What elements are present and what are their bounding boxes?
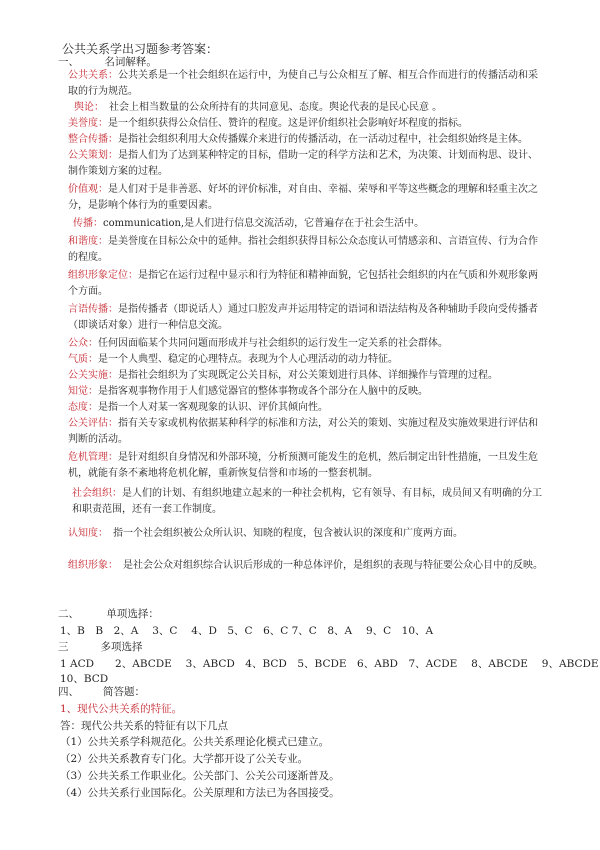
document-title: 公共关系学出习题参考答案： — [62, 42, 219, 56]
definition-text: communication,是人们进行信息交流活动，它普遍存在于社会生活中。 — [103, 218, 425, 229]
definition-text: 公共关系是一个社会组织在运行中，为使自己与公众相互了解、相互合作而进行的传播活动和采取的行为规范。 — [68, 70, 538, 97]
short-answer-point: （1）公共关系学科规范化。公共关系理论化模式已建立。 — [60, 736, 330, 748]
section-2-label: 单项选择： — [106, 608, 159, 620]
definition-social-organization — [72, 486, 546, 518]
definition-text: 是指社会组织利用大众传播媒介来进行的传播活动，在一活动过程中，社会组织始终是主体。 — [118, 134, 528, 145]
section-3-label: 多项选择 — [100, 641, 143, 653]
short-answer-point: （2）公共关系教育专门化。大学都开设了公关专业。 — [60, 753, 309, 765]
definition-term: 认知度： — [68, 528, 103, 539]
definition-integrated-communication — [68, 132, 548, 148]
definition-term: 知觉： — [68, 386, 98, 397]
definition-term: 危机管理： — [68, 452, 118, 463]
section-1-heading — [58, 54, 157, 69]
definition-public-opinion — [74, 100, 544, 116]
definition-term: 价值观： — [68, 184, 108, 195]
short-answer-question: 1、现代公共关系的特征。 — [60, 703, 183, 715]
short-answer-intro: 答：现代公共关系的特征有以下几点 — [60, 720, 228, 732]
definition-text: 指一个社会组织被公众所认识、知晓的程度，包含被认识的深度和广度两方面。 — [113, 528, 463, 539]
definition-temperament — [68, 352, 546, 368]
definition-text: 是一个人典型、稳定的心理特点。表现为个人心理活动的动力特征。 — [98, 354, 398, 365]
short-answer-point: （4）公共关系行业国际化。公关原理和方法已为各国接受。 — [60, 787, 340, 799]
definition-term: 整合传播： — [68, 134, 118, 145]
definition-term: 公关实施： — [68, 370, 118, 381]
definition-attitude — [68, 400, 546, 416]
definition-text: 是指人们为了达到某种特定的目标，借助一定的科学方法和艺术，为决策、计划而构思、设计、制作策划方案的过程。 — [68, 150, 538, 177]
section-4-heading — [58, 684, 145, 699]
definition-text: 是针对组织自身情况和外部环境，分析预测可能发生的危机，然后制定出针性措施，一旦发生危机，就能有条不紊地将危机化解，重新恢复信誉和市场的一整套机制。 — [68, 452, 538, 479]
definition-image-positioning — [68, 268, 546, 300]
definition-pr-implementation — [68, 368, 546, 384]
definition-term: 公共关系： — [68, 70, 118, 81]
definition-text: 是指社会组织为了实现既定公关目标，对公关策划进行具体、详细操作与管理的过程。 — [118, 370, 498, 381]
definition-values — [68, 182, 546, 214]
section-4-label: 简答题： — [103, 686, 145, 698]
definition-communication — [73, 216, 543, 232]
definition-term: 公关评估： — [68, 418, 118, 429]
definition-term: 和谐度： — [68, 236, 108, 247]
definition-text: 是人们的计划、有组织地建立起来的一种社会机构，它有领导、有目标，成员间又有明确的分工和职责范围，还有一套工作制度。 — [72, 488, 542, 515]
section-2-number: 二、 — [58, 608, 79, 620]
single-choice-answers: 1、B B 2、A 3、C 4、D 5、C 6、C 7、C 8、A 9、C 10、A — [60, 625, 434, 637]
definition-term: 公关策划： — [68, 150, 118, 161]
section-1-number: 一、 — [58, 56, 79, 68]
section-4-number: 四、 — [58, 686, 79, 698]
multi-choice-answers-line-1: 1 ACD 2、ABCDE 3、ABCD 4、BCD 5、BCDE 6、ABD 7、ACDE 8、ABCDE 9、ABCDE — [60, 658, 599, 670]
definition-awareness — [68, 526, 546, 542]
definition-verbal-communication — [68, 302, 546, 334]
definition-text: 是一个组织获得公众信任、赞许的程度。这是评价组织社会影响好坏程度的指标。 — [108, 118, 468, 129]
definition-term: 社会组织： — [72, 488, 122, 499]
definition-text: 是人们对于是非善恶、好坏的评价标准，对自由、幸福、荣辱和平等这些概念的理解和轻重主次之分，是影响个体行为的重要因素。 — [68, 184, 538, 211]
multi-choice-answers-line-2: 10、BCD — [60, 673, 109, 685]
definition-term: 美誉度： — [68, 118, 108, 129]
section-1-label: 名词解释。 — [104, 56, 157, 68]
definition-term: 组织形象定位： — [68, 270, 138, 281]
definition-term: 舆论： — [74, 102, 99, 113]
definition-text: 是指传播者（即说话人）通过口腔发声并运用特定的语词和语法结构及各种辅助手段向受传播者（即谈话对象）进行一种信息交流。 — [68, 304, 538, 331]
definition-text: 是指一个人对某一客观现象的认识、评价其倾向性。 — [98, 402, 328, 413]
definition-text: 是社会公众对组织综合认识后形成的一种总体评价，是组织的表现与特征要公众心目中的反映。 — [123, 560, 543, 571]
definition-text: 是美誉度在目标公众中的延伸。指社会组织获得目标公众态度认可情感亲和、言语宣传、行为合作的程度。 — [68, 236, 538, 263]
definition-text: 社会上相当数量的公众所持有的共同意见、态度。舆论代表的是民心民意 。 — [109, 102, 443, 113]
section-3-heading — [58, 639, 143, 654]
definition-text: 是指客观事物作用于人们感觉器官的整体事物或各个部分在人脑中的反映。 — [98, 386, 428, 397]
definition-term: 言语传播： — [68, 304, 118, 315]
definition-crisis-management — [68, 450, 546, 482]
definition-text: 指有关专家或机构依据某种科学的标准和方法，对公关的策划、实施过程及实施效果进行评估和判断的活动。 — [68, 418, 538, 445]
definition-term: 态度： — [68, 402, 98, 413]
definition-harmony — [68, 234, 546, 266]
definition-text: 任何因面临某个共同问题而形成并与社会组织的运行发生一定关系的社会群体。 — [98, 338, 448, 349]
definition-text: 是指它在运行过程中显示和行为特征和精神面貌，它包括社会组织的内在气质和外观形象两个方面。 — [68, 270, 538, 297]
definition-term: 组织形象： — [68, 560, 113, 571]
definition-organization-image — [68, 558, 546, 574]
definition-public — [68, 336, 546, 352]
definition-public-relations — [68, 68, 538, 100]
definition-pr-evaluation — [68, 416, 546, 448]
definition-perception — [68, 384, 546, 400]
definition-term: 公众： — [68, 338, 98, 349]
short-answer-point: （3）公共关系工作职业化。公关部门、公关公司逐渐普及。 — [60, 770, 340, 782]
definition-reputation — [68, 116, 538, 132]
section-3-number: 三 — [58, 641, 69, 653]
definition-term: 气质： — [68, 354, 98, 365]
section-2-heading — [58, 606, 159, 621]
definition-term: 传播： — [73, 218, 103, 229]
definition-pr-planning — [68, 148, 546, 180]
